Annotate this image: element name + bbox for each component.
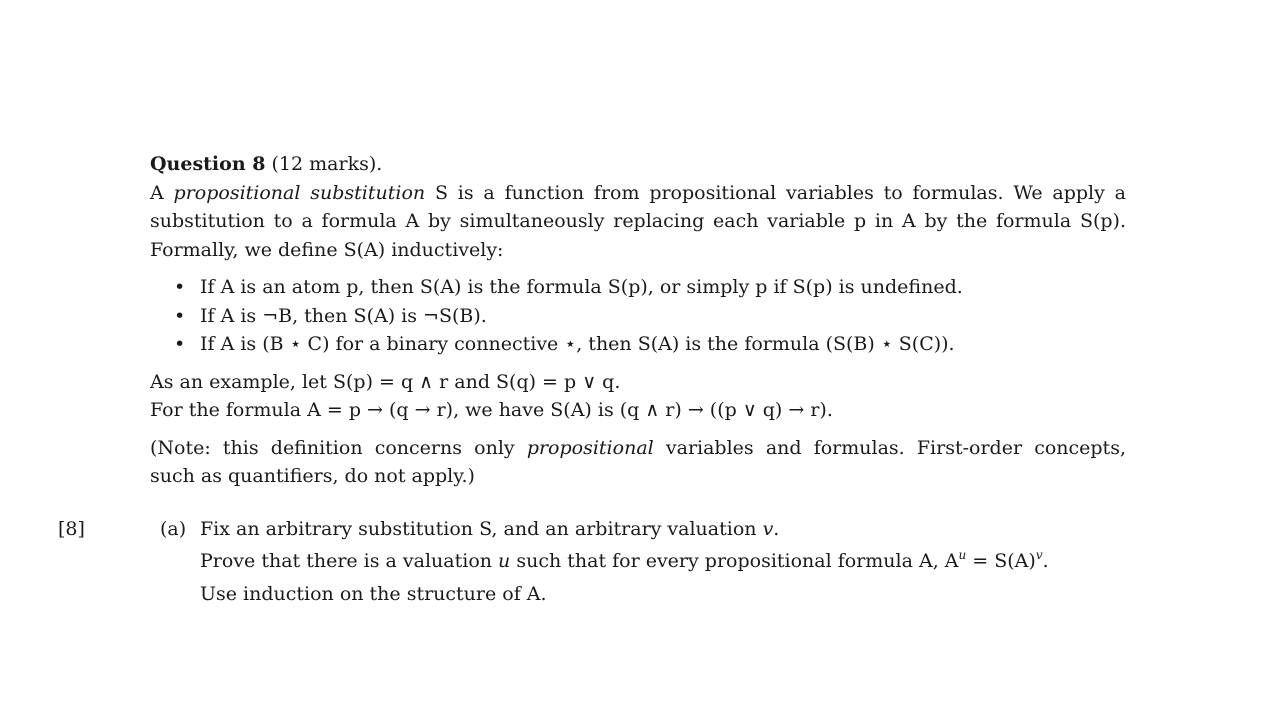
part-a-line-1: [200, 515, 1130, 543]
rules-list: [150, 273, 1126, 359]
list-item: [150, 330, 1126, 359]
intro-line-1: [150, 179, 1126, 208]
part-a-body: [200, 515, 1130, 611]
intro-line-1-rest: S is a function from propositional variables to formulas. We apply a: [425, 181, 1126, 204]
note-line-1-rest: variables and formulas. First-order concepts,: [653, 436, 1126, 459]
intro-pre: A: [150, 181, 174, 204]
var-v: v: [762, 518, 774, 540]
superscript-v: v: [1035, 548, 1043, 562]
part-a-line-2: [200, 545, 1130, 578]
question-number: Question 8: [150, 153, 266, 175]
superscript-u: u: [958, 548, 967, 562]
part-a-line-1-text: Fix an arbitrary substitution S, and an arbitrary valuation: [200, 518, 763, 540]
part-a-line-2-end: .: [1042, 550, 1049, 572]
note-term: propositional: [526, 436, 654, 459]
part-a-line-3: Use induction on the structure of A.: [200, 583, 547, 605]
part-a-line-1-end: .: [773, 518, 780, 540]
rule-text: If A is an atom p, then S(A) is the formula S(p), or simply p if S(p) is undefined.: [200, 276, 963, 298]
part-a-line-2-eq: = S(A): [966, 550, 1036, 572]
rule-text: If A is (B ⋆ C) for a binary connective ⋆, then S(A) is the formula (S(B) ⋆ S(C)).: [200, 333, 955, 355]
part-a-label: (a): [160, 518, 187, 540]
bullet-icon: •: [174, 276, 186, 298]
note-pre: (Note: this definition concerns only: [150, 436, 527, 459]
bullet-icon: •: [174, 333, 186, 355]
var-u: u: [498, 550, 511, 572]
intro-line-3: Formally, we define S(A) inductively:: [150, 238, 504, 261]
part-a-line-2-mid: such that for every propositional formula A, A: [510, 550, 959, 572]
question-marks: (12 marks).: [271, 153, 383, 175]
part-a-line-2-text: Prove that there is a valuation: [200, 550, 499, 572]
note-line-1: [150, 434, 1126, 463]
rule-text: If A is ¬B, then S(A) is ¬S(B).: [200, 304, 487, 327]
question-block: [150, 150, 1126, 491]
example-line-2: For the formula A = p → (q → r), we have S(A) is (q ∧ r) → ((p ∨ q) → r).: [150, 399, 833, 421]
intro-line-2: substitution to a formula A by simultaneously replacing each variable p in A by the formula S(p).: [150, 210, 1126, 232]
question-heading: [150, 150, 1126, 179]
list-item: [150, 273, 1126, 302]
note-line-2: such as quantifiers, do not apply.): [150, 465, 475, 487]
bullet-icon: •: [174, 304, 186, 327]
part-a-marks: [8]: [58, 518, 85, 540]
example-line-1: As an example, let S(p) = q ∧ r and S(q) = p ∨ q.: [150, 370, 621, 393]
intro-term: propositional substitution: [173, 181, 426, 204]
list-item: [150, 302, 1126, 331]
